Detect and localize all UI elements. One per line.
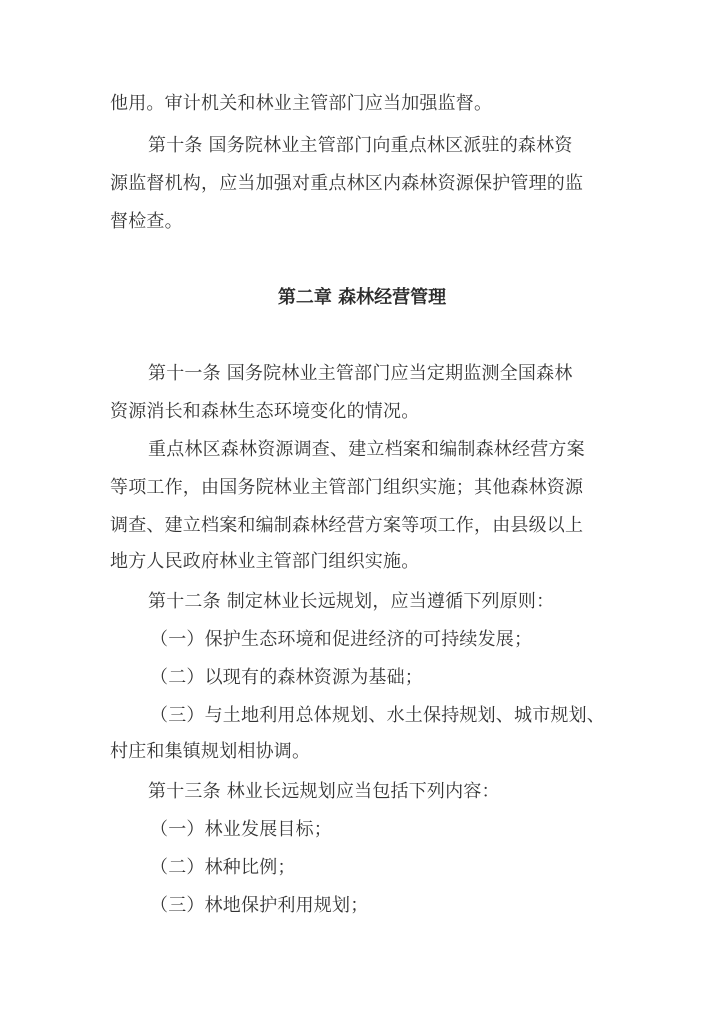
text-line: 重点林区森林资源调查、建立档案和编制森林经营方案 — [148, 439, 585, 460]
list-item: （二）以现有的森林资源为基础； — [150, 667, 423, 688]
text-line: 源监督机构，应当加强对重点林区内森林资源保护管理的监 — [110, 173, 584, 194]
text-line: 村庄和集镇规划相协调。 — [110, 741, 311, 762]
list-item: （二）林种比例； — [150, 857, 296, 878]
list-item: （三）林地保护利用规划； — [150, 895, 369, 916]
list-item: （一）林业发展目标； — [150, 819, 332, 840]
chapter-heading: 第二章 森林经营管理 — [277, 287, 447, 308]
text-line: 地方人民政府林业主管部门组织实施。 — [110, 551, 420, 572]
article-11-line: 第十一条 国务院林业主管部门应当定期监测全国森林 — [148, 363, 573, 384]
list-item: （一）保护生态环境和促进经济的可持续发展； — [150, 629, 533, 650]
text-line: 资源消长和森林生态环境变化的情况。 — [110, 401, 420, 422]
text-line: 等项工作，由国务院林业主管部门组织实施；其他森林资源 — [110, 477, 584, 498]
text-line: 督检查。 — [110, 211, 183, 232]
article-10-line: 第十条 国务院林业主管部门向重点林区派驻的森林资 — [148, 135, 573, 156]
text-line: 他用。审计机关和林业主管部门应当加强监督。 — [110, 93, 493, 114]
text-line: 调查、建立档案和编制森林经营方案等项工作，由县级以上 — [110, 515, 584, 536]
article-13-line: 第十三条 林业长远规划应当包括下列内容： — [148, 781, 500, 802]
article-12-line: 第十二条 制定林业长远规划，应当遵循下列原则： — [148, 591, 555, 612]
list-item: （三）与土地利用总体规划、水土保持规划、城市规划、 — [150, 705, 605, 726]
